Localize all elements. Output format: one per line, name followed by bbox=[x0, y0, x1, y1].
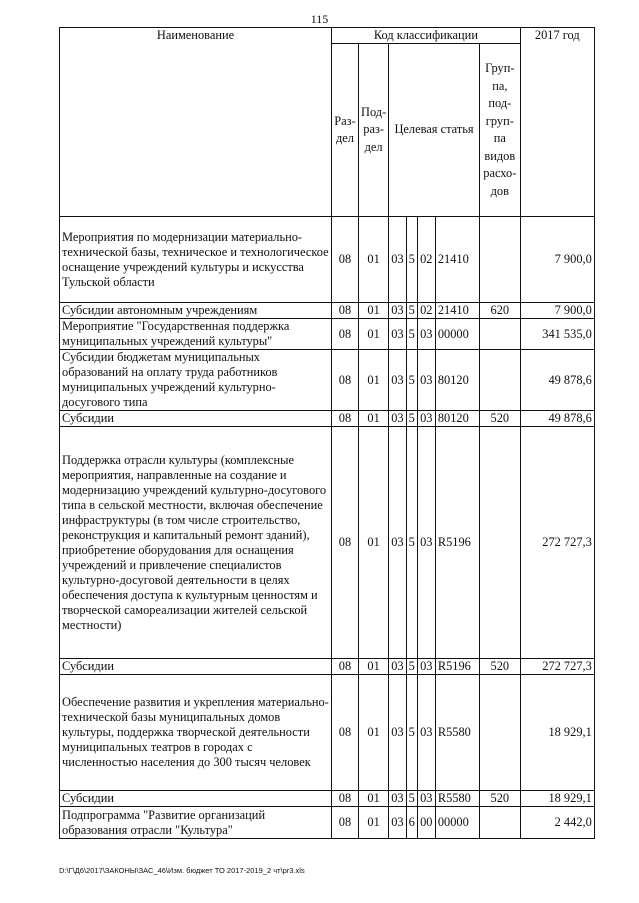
row-target-code: 21410 bbox=[435, 217, 479, 303]
row-expense-group bbox=[479, 427, 520, 659]
row-expense-group bbox=[479, 675, 520, 791]
table-row bbox=[60, 791, 595, 807]
row-razdel: 08 bbox=[332, 791, 359, 807]
header-target-article: Целевая статья bbox=[389, 44, 480, 217]
row-target-code: R5196 bbox=[435, 659, 479, 675]
row-target-program: 03 bbox=[389, 319, 406, 350]
row-target-program: 03 bbox=[389, 807, 406, 839]
row-podrazdel: 01 bbox=[359, 791, 389, 807]
row-target-program: 03 bbox=[389, 791, 406, 807]
row-target-program: 03 bbox=[389, 350, 406, 411]
row-target-event: 00 bbox=[417, 807, 435, 839]
table-row bbox=[60, 659, 595, 675]
table-row bbox=[60, 303, 595, 319]
row-amount: 7 900,0 bbox=[520, 217, 594, 303]
row-expense-group bbox=[479, 350, 520, 411]
row-amount: 49 878,6 bbox=[520, 350, 594, 411]
row-target-code: 80120 bbox=[435, 411, 479, 427]
row-name: Обеспечение развития и укрепления материально-технической базы муниципальных домов культуры, поддержка творческой деятельности муниципальных театров в городах с численностью населения до 300 тысяч человек bbox=[60, 675, 332, 791]
row-podrazdel: 01 bbox=[359, 807, 389, 839]
row-name: Субсидии bbox=[60, 411, 332, 427]
row-podrazdel: 01 bbox=[359, 319, 389, 350]
header-podrazdel: Под- раз- дел bbox=[359, 44, 389, 217]
row-podrazdel: 01 bbox=[359, 350, 389, 411]
row-target-subprogram: 5 bbox=[406, 675, 417, 791]
row-target-code: 21410 bbox=[435, 303, 479, 319]
row-target-event: 03 bbox=[417, 350, 435, 411]
header-expense-group: Груп- па, под- груп- па видов расхо- дов bbox=[479, 44, 520, 217]
row-expense-group: 620 bbox=[479, 303, 520, 319]
row-target-event: 02 bbox=[417, 303, 435, 319]
row-target-code: 00000 bbox=[435, 807, 479, 839]
row-amount: 18 929,1 bbox=[520, 675, 594, 791]
budget-table bbox=[59, 27, 595, 839]
row-expense-group: 520 bbox=[479, 791, 520, 807]
table-row bbox=[60, 675, 595, 791]
header-classification: Код классификации bbox=[332, 28, 521, 44]
row-target-event: 03 bbox=[417, 411, 435, 427]
row-razdel: 08 bbox=[332, 319, 359, 350]
row-amount: 7 900,0 bbox=[520, 303, 594, 319]
row-razdel: 08 bbox=[332, 659, 359, 675]
row-target-event: 02 bbox=[417, 217, 435, 303]
row-amount: 18 929,1 bbox=[520, 791, 594, 807]
row-target-event: 03 bbox=[417, 427, 435, 659]
row-target-program: 03 bbox=[389, 659, 406, 675]
row-target-program: 03 bbox=[389, 303, 406, 319]
row-expense-group bbox=[479, 807, 520, 839]
row-razdel: 08 bbox=[332, 350, 359, 411]
row-podrazdel: 01 bbox=[359, 217, 389, 303]
row-target-subprogram: 5 bbox=[406, 319, 417, 350]
row-amount: 341 535,0 bbox=[520, 319, 594, 350]
row-podrazdel: 01 bbox=[359, 659, 389, 675]
row-expense-group: 520 bbox=[479, 659, 520, 675]
row-name: Субсидии бюджетам муниципальных образований на оплату труда работников муниципальных учреждений культурно-досугового типа bbox=[60, 350, 332, 411]
row-target-code: R5580 bbox=[435, 675, 479, 791]
row-target-event: 03 bbox=[417, 319, 435, 350]
row-target-program: 03 bbox=[389, 411, 406, 427]
row-target-subprogram: 5 bbox=[406, 411, 417, 427]
row-podrazdel: 01 bbox=[359, 675, 389, 791]
row-name: Субсидии bbox=[60, 791, 332, 807]
row-name: Подпрограмма "Развитие организаций образования отрасли "Культура" bbox=[60, 807, 332, 839]
row-target-subprogram: 5 bbox=[406, 659, 417, 675]
row-razdel: 08 bbox=[332, 807, 359, 839]
row-amount: 2 442,0 bbox=[520, 807, 594, 839]
row-podrazdel: 01 bbox=[359, 303, 389, 319]
row-target-subprogram: 5 bbox=[406, 791, 417, 807]
header-razdel: Раз- дел bbox=[332, 44, 359, 217]
header-name: Наименование bbox=[60, 28, 332, 217]
row-target-code: 80120 bbox=[435, 350, 479, 411]
table-row bbox=[60, 411, 595, 427]
row-amount: 49 878,6 bbox=[520, 411, 594, 427]
row-expense-group: 520 bbox=[479, 411, 520, 427]
table-row bbox=[60, 807, 595, 839]
row-podrazdel: 01 bbox=[359, 411, 389, 427]
row-target-event: 03 bbox=[417, 675, 435, 791]
row-target-code: R5196 bbox=[435, 427, 479, 659]
row-razdel: 08 bbox=[332, 427, 359, 659]
row-name: Субсидии автономным учреждениям bbox=[60, 303, 332, 319]
row-target-program: 03 bbox=[389, 427, 406, 659]
row-target-subprogram: 5 bbox=[406, 217, 417, 303]
table-row bbox=[60, 217, 595, 303]
table-row bbox=[60, 350, 595, 411]
row-target-subprogram: 5 bbox=[406, 427, 417, 659]
row-razdel: 08 bbox=[332, 411, 359, 427]
row-target-code: 00000 bbox=[435, 319, 479, 350]
row-target-event: 03 bbox=[417, 659, 435, 675]
row-target-subprogram: 5 bbox=[406, 303, 417, 319]
row-target-subprogram: 5 bbox=[406, 350, 417, 411]
row-amount: 272 727,3 bbox=[520, 427, 594, 659]
row-target-event: 03 bbox=[417, 791, 435, 807]
row-razdel: 08 bbox=[332, 217, 359, 303]
row-target-subprogram: 6 bbox=[406, 807, 417, 839]
row-name: Субсидии bbox=[60, 659, 332, 675]
row-podrazdel: 01 bbox=[359, 427, 389, 659]
row-amount: 272 727,3 bbox=[520, 659, 594, 675]
table-row bbox=[60, 319, 595, 350]
row-name: Поддержка отрасли культуры (комплексные мероприятия, направленные на создание и модернизацию учреждений культурно-досугового типа в сельской местности, включая обеспечение инфраструктуры (в том числе строительство, реконструкция и капитальный ремонт зданий), приобретение оборудования для оснащения учреждений и привлечение специалистов культурно-досуговой деятельности в целях обеспечения доступа к культурным ценностям и творческой самореализации жителей сельской местности) bbox=[60, 427, 332, 659]
row-target-program: 03 bbox=[389, 217, 406, 303]
header-year: 2017 год bbox=[520, 28, 594, 217]
row-name: Мероприятия по модернизации материально-технической базы, техническое и технологическое оснащение учреждений культуры и искусства Тульской области bbox=[60, 217, 332, 303]
row-expense-group bbox=[479, 217, 520, 303]
row-razdel: 08 bbox=[332, 303, 359, 319]
row-target-code: R5580 bbox=[435, 791, 479, 807]
row-target-program: 03 bbox=[389, 675, 406, 791]
row-expense-group bbox=[479, 319, 520, 350]
row-razdel: 08 bbox=[332, 675, 359, 791]
file-path-footer: D:\Г\Д6\2017\ЗАКОНЫ\ЗАС_46\Изм. бюджет ТО 2017-2019_2 чт\pr3.xls bbox=[59, 866, 305, 875]
row-name: Мероприятие "Государственная поддержка муниципальных учреждений культуры" bbox=[60, 319, 332, 350]
table-row bbox=[60, 427, 595, 659]
page-number: 115 bbox=[310, 12, 329, 26]
